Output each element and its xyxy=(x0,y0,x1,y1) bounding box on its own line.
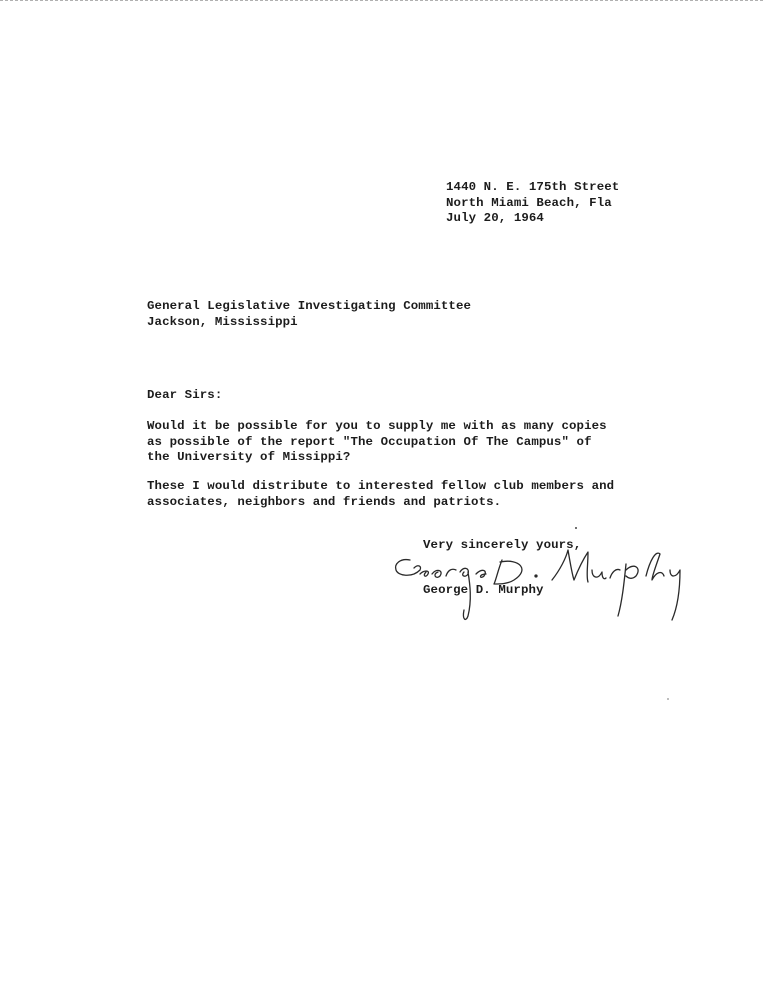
salutation: Dear Sirs: xyxy=(147,388,223,402)
paper-speck xyxy=(667,698,669,700)
paragraph-2-line-2: associates, neighbors and friends and patriots. xyxy=(147,494,502,509)
recipient-line-1: General Legislative Investigating Committee xyxy=(147,299,472,313)
address-line-2: North Miami Beach, Fla xyxy=(446,195,612,210)
page-top-border xyxy=(0,0,763,1)
typed-signature-name: George D. Murphy xyxy=(423,583,544,597)
recipient-line-2: Jackson, Mississippi xyxy=(147,314,298,329)
recipient-address xyxy=(147,299,471,330)
sender-address xyxy=(446,180,619,227)
address-line-1: 1440 N. E. 175th Street xyxy=(446,180,620,194)
letter-date: July 20, 1964 xyxy=(446,211,544,225)
body-paragraph-1 xyxy=(147,419,607,466)
closing: Very sincerely yours, xyxy=(423,538,582,552)
paragraph-1-line-1: Would it be possible for you to supply me with as many copies xyxy=(147,419,607,433)
paragraph-1-line-2: as possible of the report "The Occupation Of The Campus" of xyxy=(147,434,592,449)
paragraph-1-line-3: the University of Missippi? xyxy=(147,450,351,464)
body-paragraph-2 xyxy=(147,479,614,510)
paragraph-2-line-1: These I would distribute to interested fellow club members and xyxy=(147,479,615,493)
ink-speck xyxy=(575,527,577,529)
